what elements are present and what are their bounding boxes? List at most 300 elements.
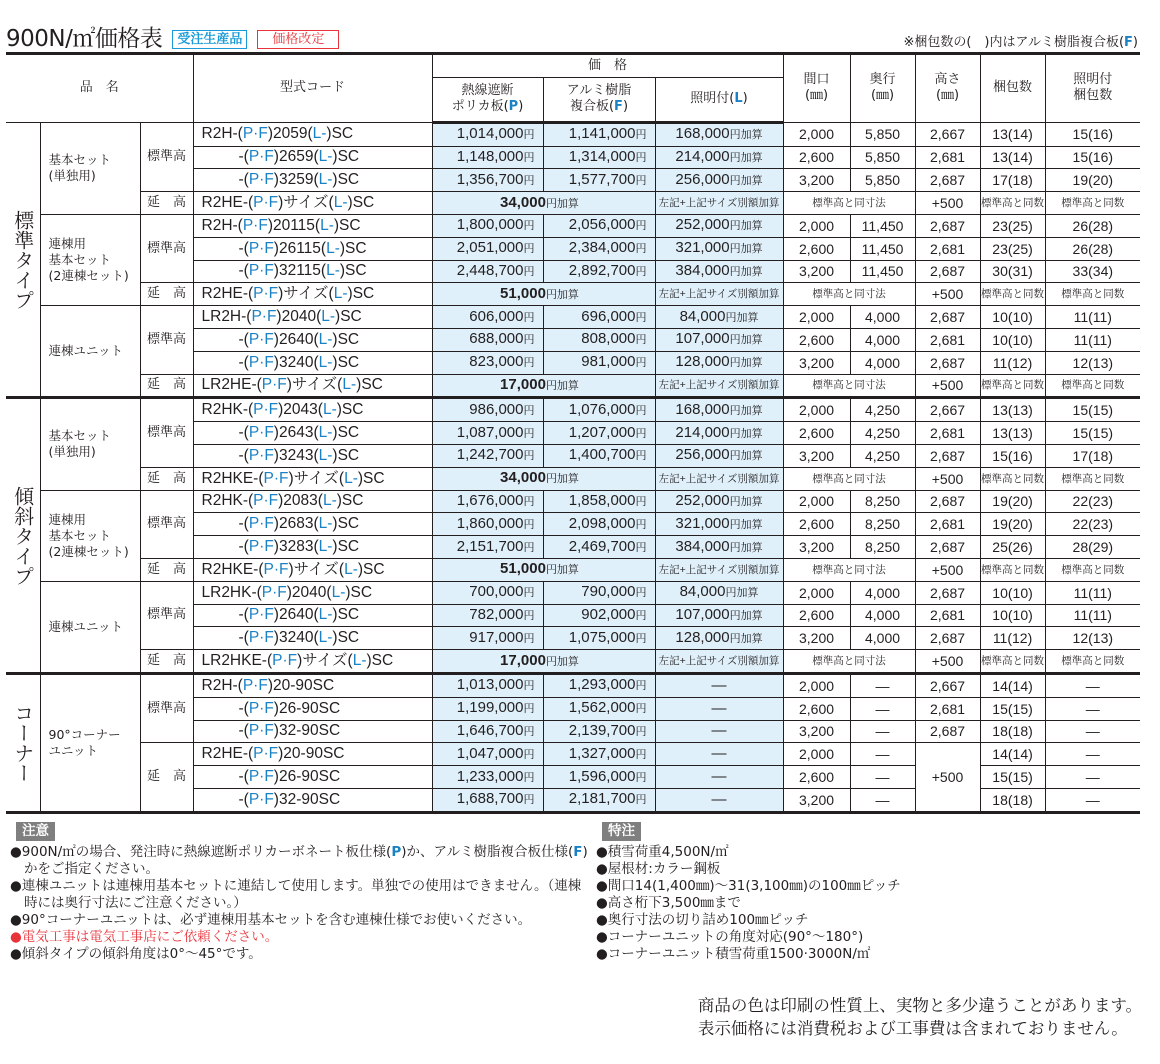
pack-count-light: 11(11) — [1045, 328, 1140, 351]
pack-count-light: 26(28) — [1045, 237, 1140, 260]
special-order-item: ●屋根材:カラー鋼板 — [596, 861, 721, 877]
pack-count: 13(13) — [980, 398, 1045, 422]
pack-count-light: — — [1045, 788, 1140, 812]
price-cell: 688,000円 — [432, 328, 543, 351]
light-price: 168,000円加算 — [655, 122, 783, 146]
pack-count-light: 11(11) — [1045, 604, 1140, 627]
model-code: -(P·F)32115(L-)SC — [193, 260, 432, 283]
footer-disclaimer — [698, 994, 1142, 1040]
height-value: 2,687 — [915, 444, 980, 467]
extension-light-note: 左記+上記サイズ別額加算 — [655, 283, 783, 306]
f-close: ) — [622, 99, 629, 115]
height-type: 延 高 — [140, 467, 193, 490]
pack-count: 15(15) — [980, 766, 1045, 789]
height-value: +500 — [915, 558, 980, 581]
depth-value: 4,250 — [850, 398, 915, 422]
light-price: 107,000円加算 — [655, 328, 783, 351]
price-cell: 917,000円 — [432, 627, 543, 650]
model-code: -(P·F)26-90SC — [193, 697, 432, 720]
pack-count-light: 標準高と同数 — [1045, 650, 1140, 674]
pack-count-light: 12(13) — [1045, 351, 1140, 374]
caution-item: ●電気工事は電気工事店にご依頼ください。 — [10, 929, 279, 945]
light-price: — — [655, 697, 783, 720]
pack-count-light: 11(11) — [1045, 306, 1140, 329]
depth-value: — — [850, 720, 915, 743]
price-cell: 2,384,000円 — [543, 237, 655, 260]
depth-value: — — [850, 788, 915, 812]
price-cell: 1,860,000円 — [432, 513, 543, 536]
height-value: 2,687 — [915, 720, 980, 743]
depth-value: 4,250 — [850, 444, 915, 467]
price-cell: 700,000円 — [432, 581, 543, 604]
pack-count-light: 標準高と同数 — [1045, 467, 1140, 490]
special-order-item: ●積雪荷重4,500N/㎡ — [596, 844, 729, 860]
pack-count-light: 12(13) — [1045, 627, 1140, 650]
special-order-item: ●コーナーユニットの角度対応(90°～180°) — [596, 929, 864, 945]
depth-value: 8,250 — [850, 513, 915, 536]
footer-line-color: 商品の色は印刷の性質上、実物と多少違うことがあります。 — [697, 996, 1142, 1015]
width-value: 2,600 — [783, 146, 850, 169]
price-cell: 1,596,000円 — [543, 766, 655, 789]
table-row — [6, 743, 1140, 766]
price-cell: 1,076,000円 — [543, 398, 655, 422]
width-value: 2,000 — [783, 673, 850, 697]
height-value: 2,681 — [915, 513, 980, 536]
table-row — [6, 581, 1140, 604]
height-value: 2,687 — [915, 581, 980, 604]
model-code: -(P·F)2640(L-)SC — [193, 328, 432, 351]
extension-light-note: 左記+上記サイズ別額加算 — [655, 558, 783, 581]
product-name: 90°コーナー ユニット — [40, 673, 140, 812]
price-table — [6, 52, 1140, 814]
price-cell: 790,000円 — [543, 581, 655, 604]
title-bar — [6, 24, 339, 52]
height-value: 2,687 — [915, 536, 980, 559]
col-header-name: 品 名 — [6, 54, 193, 123]
height-value: 2,687 — [915, 351, 980, 374]
width-value: 2,600 — [783, 766, 850, 789]
width-value: 3,200 — [783, 788, 850, 812]
pack-count: 標準高と同数 — [980, 192, 1045, 215]
l-label1: 照明付( — [690, 91, 735, 107]
pack-count-light: 33(34) — [1045, 260, 1140, 283]
model-code: -(P·F)26-90SC — [193, 766, 432, 789]
light-price: — — [655, 788, 783, 812]
caution-list — [10, 844, 590, 963]
pack-count: 25(26) — [980, 536, 1045, 559]
height-type: 標準高 — [140, 673, 193, 742]
depth-value: — — [850, 766, 915, 789]
price-cell: 1,199,000円 — [432, 697, 543, 720]
extension-light-note: 左記+上記サイズ別額加算 — [655, 467, 783, 490]
model-code: R2H-(P·F)20115(L-)SC — [193, 214, 432, 237]
price-cell: 2,098,000円 — [543, 513, 655, 536]
light-price: — — [655, 766, 783, 789]
depth-value: 11,450 — [850, 214, 915, 237]
pack-count: 10(10) — [980, 328, 1045, 351]
height-type: 延 高 — [140, 283, 193, 306]
model-code: R2HE-(P·F)サイズ(L-)SC — [193, 283, 432, 306]
width-value: 2,600 — [783, 328, 850, 351]
price-cell: 2,051,000円 — [432, 237, 543, 260]
pack-count: 標準高と同数 — [980, 650, 1045, 674]
price-cell: 1,148,000円 — [432, 146, 543, 169]
width-value: 2,600 — [783, 237, 850, 260]
table-row — [6, 398, 1140, 422]
height-value: 2,681 — [915, 697, 980, 720]
pack-count: 19(20) — [980, 513, 1045, 536]
width-value: 3,200 — [783, 720, 850, 743]
depth-unit: (㎜) — [870, 88, 895, 104]
extension-light-note: 左記+上記サイズ別額加算 — [655, 374, 783, 398]
light-price: 107,000円加算 — [655, 604, 783, 627]
product-name: 基本セット (単独用) — [40, 398, 140, 490]
extension-price: 34,000円加算 — [432, 467, 655, 490]
caution-item: ●連棟ユニットは連棟用基本セットに連結して使用します。単独での使用はできません。（連棟時には奥行寸法にご注意ください。） — [10, 878, 582, 911]
special-order-item: ●高さ桁下3,500㎜まで — [596, 895, 741, 911]
pack-count-light: — — [1045, 697, 1140, 720]
model-code: LR2HE-(P·F)サイズ(L-)SC — [193, 374, 432, 398]
height-value: +500 — [915, 743, 980, 812]
pack-count-light: 標準高と同数 — [1045, 374, 1140, 398]
type-label: 傾斜タイプ — [6, 398, 40, 674]
extension-row — [6, 192, 1140, 215]
price-cell: 1,356,700円 — [432, 169, 543, 192]
light-price: 321,000円加算 — [655, 513, 783, 536]
light-price: 321,000円加算 — [655, 237, 783, 260]
pack-count: 18(18) — [980, 788, 1045, 812]
pack-count: 18(18) — [980, 720, 1045, 743]
height-unit: (㎜) — [935, 88, 960, 104]
height-type: 延 高 — [140, 192, 193, 215]
col-header-price-l — [655, 77, 783, 122]
height-type: 標準高 — [140, 398, 193, 467]
model-code: -(P·F)26115(L-)SC — [193, 237, 432, 260]
pack-count-light: 標準高と同数 — [1045, 558, 1140, 581]
pack-count-light: 22(23) — [1045, 490, 1140, 513]
light-price: 252,000円加算 — [655, 214, 783, 237]
caution-item: ●900N/㎡の場合、発注時に熱線遮断ポリカーボネート板仕様(P)か、アルミ樹脂複合板仕様(F)かをご指定ください。 — [10, 844, 588, 877]
caution-item: ●傾斜タイプの傾斜角度は0°～45°です。 — [10, 946, 262, 962]
price-cell: 1,087,000円 — [432, 422, 543, 445]
height-type: 延 高 — [140, 650, 193, 674]
price-cell: 2,151,700円 — [432, 536, 543, 559]
same-dimension-note: 標準高と同寸法 — [783, 192, 915, 215]
same-dimension-note: 標準高と同寸法 — [783, 467, 915, 490]
height-value: 2,681 — [915, 237, 980, 260]
model-code: R2HK-(P·F)2043(L-)SC — [193, 398, 432, 422]
col-header-packs: 梱包数 — [980, 54, 1045, 123]
width-value: 2,600 — [783, 513, 850, 536]
price-cell: 1,400,700円 — [543, 444, 655, 467]
width-label: 間口 — [803, 72, 830, 88]
width-value: 3,200 — [783, 351, 850, 374]
depth-value: 4,000 — [850, 351, 915, 374]
p-label2: ポリカ板( — [451, 99, 509, 115]
extension-price: 34,000円加算 — [432, 192, 655, 215]
made-to-order-badge: 受注生産品 — [172, 30, 247, 49]
extension-price: 51,000円加算 — [432, 283, 655, 306]
model-code: R2HK-(P·F)2083(L-)SC — [193, 490, 432, 513]
pack-count: 15(15) — [980, 697, 1045, 720]
price-cell: 986,000円 — [432, 398, 543, 422]
extension-light-note: 左記+上記サイズ別額加算 — [655, 192, 783, 215]
p-letter: P — [508, 99, 519, 115]
pack-count-light: — — [1045, 673, 1140, 697]
price-revision-badge: 価格改定 — [257, 30, 339, 49]
price-cell: 2,139,700円 — [543, 720, 655, 743]
price-table-body — [6, 122, 1140, 812]
model-code: R2H-(P·F)2059(L-)SC — [193, 122, 432, 146]
pack-count: 11(12) — [980, 627, 1045, 650]
table-row — [6, 214, 1140, 237]
product-name: 連棟ユニット — [40, 581, 140, 673]
packing-note-suffix: ) — [1132, 35, 1138, 50]
width-value: 2,600 — [783, 604, 850, 627]
col-header-price-p — [432, 77, 543, 122]
table-row — [6, 306, 1140, 329]
depth-value: 4,000 — [850, 604, 915, 627]
price-cell: 1,646,700円 — [432, 720, 543, 743]
price-cell: 1,207,000円 — [543, 422, 655, 445]
price-cell: 1,047,000円 — [432, 743, 543, 766]
height-type: 標準高 — [140, 581, 193, 649]
pack-count: 標準高と同数 — [980, 283, 1045, 306]
caution-item: ●90°コーナーユニットは、必ず連棟用基本セットを含む連棟仕様でお使いください。 — [10, 912, 532, 928]
pack-count-light: 28(29) — [1045, 536, 1140, 559]
light-price: 214,000円加算 — [655, 146, 783, 169]
price-cell: 1,293,000円 — [543, 673, 655, 697]
extension-price: 17,000円加算 — [432, 374, 655, 398]
table-row — [6, 122, 1140, 146]
depth-label: 奥行 — [869, 72, 896, 88]
pack-count: 14(14) — [980, 673, 1045, 697]
width-value: 2,000 — [783, 490, 850, 513]
height-value: 2,681 — [915, 328, 980, 351]
product-name: 連棟用 基本セット (2連棟セット) — [40, 490, 140, 581]
depth-value: 4,000 — [850, 581, 915, 604]
width-value: 2,000 — [783, 581, 850, 604]
extension-row — [6, 374, 1140, 398]
height-value: +500 — [915, 650, 980, 674]
model-code: -(P·F)2640(L-)SC — [193, 604, 432, 627]
light-price: 384,000円加算 — [655, 260, 783, 283]
special-order-item: ●奥行寸法の切り詰め100㎜ピッチ — [596, 912, 809, 928]
width-unit: (㎜) — [804, 88, 829, 104]
pack-count: 15(16) — [980, 444, 1045, 467]
l-close: ) — [742, 91, 748, 107]
height-value: 2,687 — [915, 214, 980, 237]
f-letter: F — [614, 99, 623, 115]
light-price: 252,000円加算 — [655, 490, 783, 513]
same-dimension-note: 標準高と同寸法 — [783, 374, 915, 398]
depth-value: — — [850, 697, 915, 720]
extension-price: 17,000円加算 — [432, 650, 655, 674]
depth-value: 4,000 — [850, 627, 915, 650]
light-price: 84,000円加算 — [655, 581, 783, 604]
height-value: +500 — [915, 192, 980, 215]
caution-tag: 注意 — [16, 822, 55, 841]
col-header-width — [783, 54, 850, 123]
pack-count-light: 19(20) — [1045, 169, 1140, 192]
special-order-section — [596, 822, 1136, 963]
same-dimension-note: 標準高と同寸法 — [783, 650, 915, 674]
light-price: — — [655, 720, 783, 743]
price-cell: 981,000円 — [543, 351, 655, 374]
special-order-tag: 特注 — [602, 822, 641, 841]
product-name: 連棟用 基本セット (2連棟セット) — [40, 214, 140, 305]
depth-value: 8,250 — [850, 536, 915, 559]
caution-section — [10, 822, 590, 963]
model-code: -(P·F)3243(L-)SC — [193, 444, 432, 467]
pack-count: 30(31) — [980, 260, 1045, 283]
packing-note-letter: F — [1124, 35, 1133, 50]
price-cell: 1,141,000円 — [543, 122, 655, 146]
price-cell: 808,000円 — [543, 328, 655, 351]
depth-value: 11,450 — [850, 237, 915, 260]
price-cell: 823,000円 — [432, 351, 543, 374]
same-dimension-note: 標準高と同寸法 — [783, 558, 915, 581]
pack-count: 19(20) — [980, 490, 1045, 513]
price-cell: 1,858,000円 — [543, 490, 655, 513]
table-row — [6, 490, 1140, 513]
height-type: 標準高 — [140, 490, 193, 558]
price-cell: 782,000円 — [432, 604, 543, 627]
col-header-code: 型式コード — [193, 54, 432, 123]
price-cell: 1,327,000円 — [543, 743, 655, 766]
product-name: 連棟ユニット — [40, 306, 140, 398]
pack-count: 11(12) — [980, 351, 1045, 374]
price-cell: 1,562,000円 — [543, 697, 655, 720]
width-value: 2,000 — [783, 214, 850, 237]
price-cell: 1,577,700円 — [543, 169, 655, 192]
depth-value: 4,250 — [850, 422, 915, 445]
model-code: R2H-(P·F)20-90SC — [193, 673, 432, 697]
width-value: 3,200 — [783, 260, 850, 283]
footer-line-tax: 表示価格には消費税および工事費は含まれておりません。 — [697, 1019, 1128, 1038]
price-cell: 696,000円 — [543, 306, 655, 329]
width-value: 2,000 — [783, 743, 850, 766]
page-title: 900N/㎡価格表 — [6, 26, 163, 52]
extension-light-note: 左記+上記サイズ別額加算 — [655, 650, 783, 674]
light-price: 214,000円加算 — [655, 422, 783, 445]
pack-count-light: 22(23) — [1045, 513, 1140, 536]
p-label1: 熱線遮断 — [461, 83, 514, 99]
model-code: -(P·F)3283(L-)SC — [193, 536, 432, 559]
price-cell: 1,676,000円 — [432, 490, 543, 513]
packs-light-label1: 照明付 — [1073, 72, 1113, 88]
depth-value: 8,250 — [850, 490, 915, 513]
pack-count-light: 15(15) — [1045, 398, 1140, 422]
height-label: 高さ — [934, 72, 961, 88]
model-code: -(P·F)3259(L-)SC — [193, 169, 432, 192]
price-cell: 1,013,000円 — [432, 673, 543, 697]
model-code: -(P·F)32-90SC — [193, 720, 432, 743]
pack-count: 10(10) — [980, 604, 1045, 627]
price-cell: 2,181,700円 — [543, 788, 655, 812]
price-cell: 1,233,000円 — [432, 766, 543, 789]
light-price: — — [655, 743, 783, 766]
col-header-price-f — [543, 77, 655, 122]
pack-count-light: 15(16) — [1045, 146, 1140, 169]
height-value: 2,681 — [915, 422, 980, 445]
pack-count: 標準高と同数 — [980, 374, 1045, 398]
model-code: -(P·F)2683(L-)SC — [193, 513, 432, 536]
height-value: +500 — [915, 374, 980, 398]
model-code: LR2HKE-(P·F)サイズ(L-)SC — [193, 650, 432, 674]
pack-count-light: 15(15) — [1045, 422, 1140, 445]
type-label: 標準タイプ — [6, 122, 40, 398]
special-order-item: ●間口14(1,400㎜)～31(3,100㎜)の100㎜ピッチ — [596, 878, 901, 894]
model-code: R2HKE-(P·F)サイズ(L-)SC — [193, 558, 432, 581]
pack-count: 23(25) — [980, 214, 1045, 237]
height-value: 2,687 — [915, 490, 980, 513]
price-cell: 606,000円 — [432, 306, 543, 329]
price-cell: 1,075,000円 — [543, 627, 655, 650]
pack-count: 14(14) — [980, 743, 1045, 766]
light-price: 384,000円加算 — [655, 536, 783, 559]
extension-row — [6, 650, 1140, 674]
price-cell: 1,242,700円 — [432, 444, 543, 467]
model-code: -(P·F)2643(L-)SC — [193, 422, 432, 445]
depth-value: 11,450 — [850, 260, 915, 283]
col-header-price: 価 格 — [432, 54, 783, 78]
height-value: 2,667 — [915, 122, 980, 146]
special-order-item: ●コーナーユニット積雪荷重1500·3000N/㎡ — [596, 946, 871, 962]
depth-value: 4,000 — [850, 328, 915, 351]
model-code: R2HKE-(P·F)サイズ(L-)SC — [193, 467, 432, 490]
height-value: 2,687 — [915, 306, 980, 329]
pack-count: 10(10) — [980, 306, 1045, 329]
depth-value: — — [850, 743, 915, 766]
extension-row — [6, 283, 1140, 306]
width-value: 2,600 — [783, 697, 850, 720]
pack-count-light: — — [1045, 743, 1140, 766]
price-cell: 1,314,000円 — [543, 146, 655, 169]
same-dimension-note: 標準高と同寸法 — [783, 283, 915, 306]
price-cell: 1,688,700円 — [432, 788, 543, 812]
pack-count: 標準高と同数 — [980, 558, 1045, 581]
model-code: LR2H-(P·F)2040(L-)SC — [193, 306, 432, 329]
height-type: 延 高 — [140, 743, 193, 812]
extension-price: 51,000円加算 — [432, 558, 655, 581]
extension-row — [6, 467, 1140, 490]
height-value: 2,681 — [915, 146, 980, 169]
price-cell: 2,448,700円 — [432, 260, 543, 283]
light-price: 168,000円加算 — [655, 398, 783, 422]
packing-note-text: ※梱包数の( )内はアルミ樹脂複合板( — [903, 35, 1125, 50]
pack-count: 13(14) — [980, 122, 1045, 146]
product-name: 基本セット (単独用) — [40, 122, 140, 214]
pack-count-light: 11(11) — [1045, 581, 1140, 604]
width-value: 3,200 — [783, 627, 850, 650]
f-label1: アルミ樹脂 — [566, 83, 632, 99]
height-type: 標準高 — [140, 122, 193, 191]
height-value: +500 — [915, 467, 980, 490]
width-value: 2,000 — [783, 306, 850, 329]
model-code: -(P·F)32-90SC — [193, 788, 432, 812]
height-value: +500 — [915, 283, 980, 306]
model-code: -(P·F)3240(L-)SC — [193, 351, 432, 374]
extension-row — [6, 558, 1140, 581]
packs-light-label2: 梱包数 — [1073, 88, 1113, 104]
height-type: 標準高 — [140, 214, 193, 282]
depth-value: 5,850 — [850, 122, 915, 146]
model-code: R2HE-(P·F)サイズ(L-)SC — [193, 192, 432, 215]
model-code: -(P·F)2659(L-)SC — [193, 146, 432, 169]
l-letter: L — [734, 91, 743, 107]
height-value: 2,687 — [915, 260, 980, 283]
